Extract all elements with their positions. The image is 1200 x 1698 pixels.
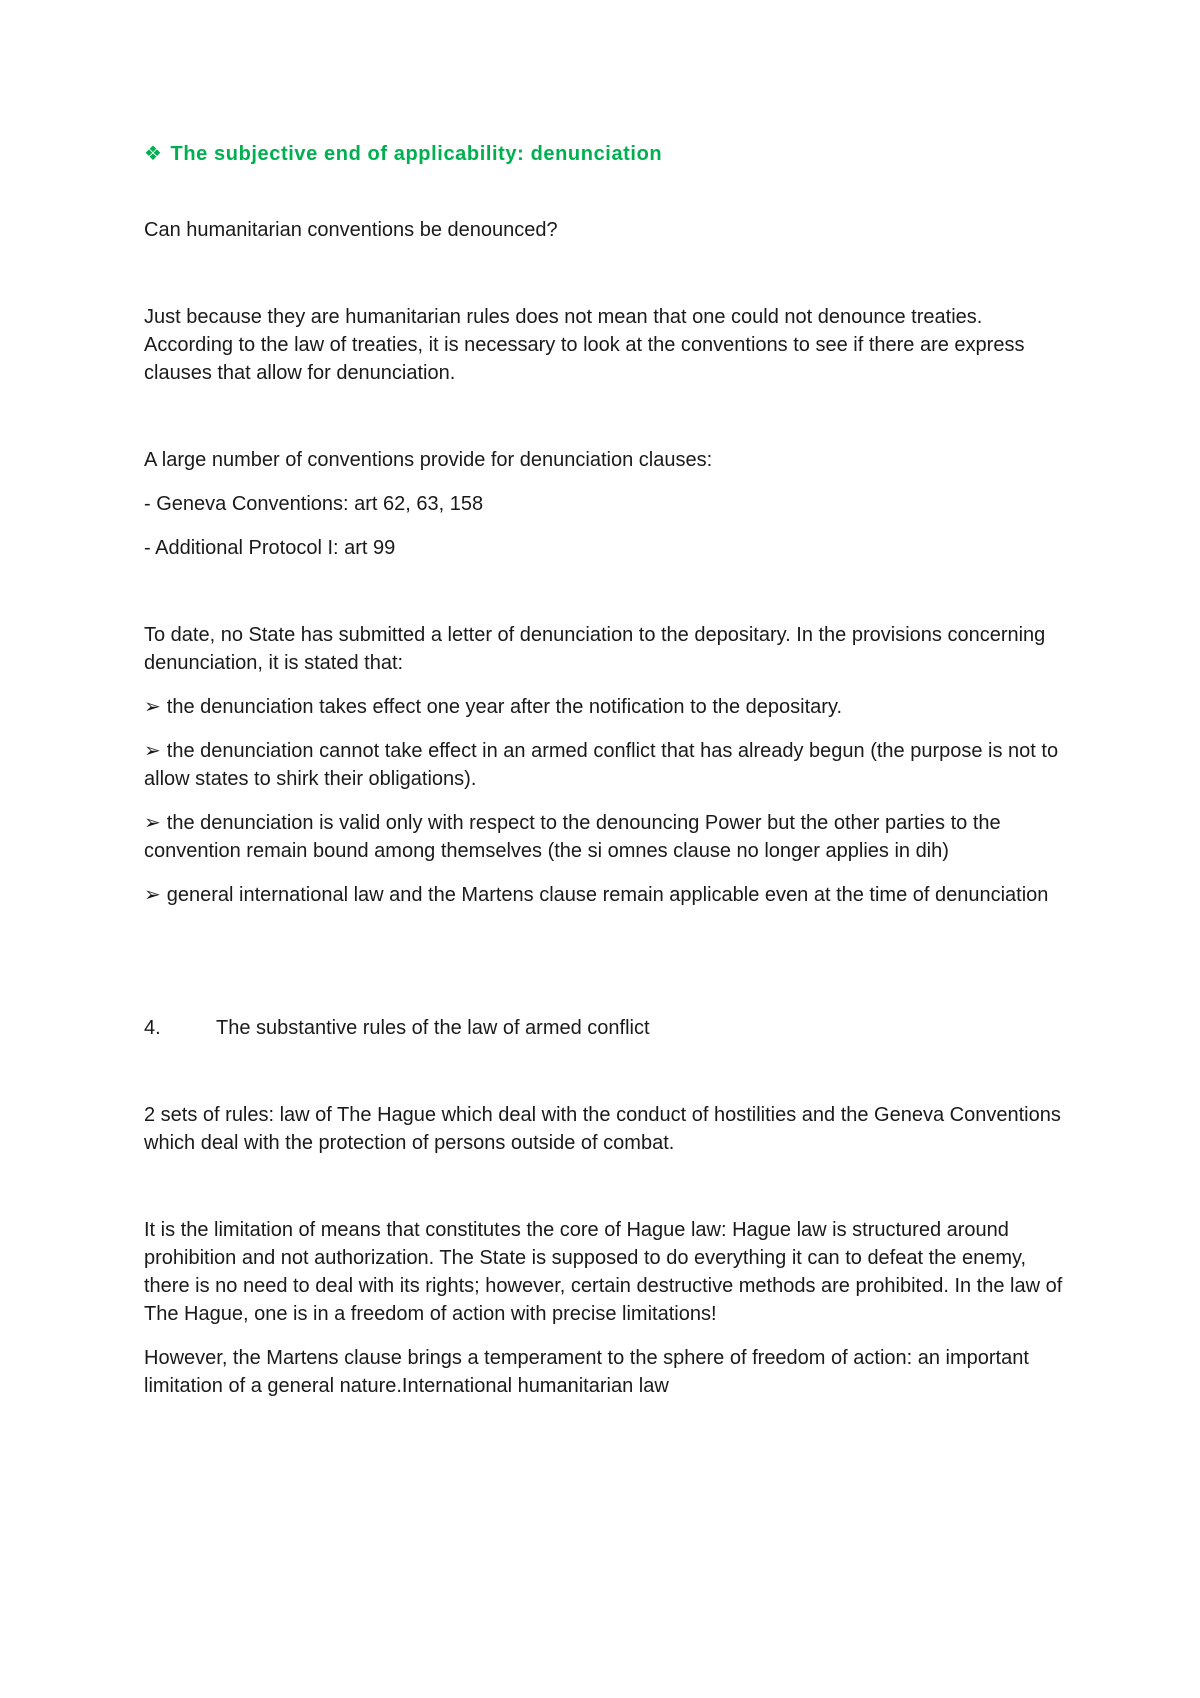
paragraph-hague-law: It is the limitation of means that constitutes the core of Hague law: Hague law is structured around prohibition and not authorization. The State is supposed to do everything it can to defeat the enemy, there is no need to deal with its rights; however, certain destructive methods are prohibited. In the law of The Hague, one is in a freedom of action with precise limitations! (144, 1219, 1063, 1325)
arrow-bullet-icon: ➢ (144, 740, 161, 762)
paragraph-law-of-treaties: Just because they are humanitarian rules does not mean that one could not denounce treaties. According to the law of treaties, it is necessary to look at the conventions to see if there are express clauses that allow for denunciation. (144, 306, 1025, 384)
paragraph-martens-clause: However, the Martens clause brings a temperament to the sphere of freedom of action: an important limitation of a general nature.International humanitarian law (144, 1347, 1029, 1397)
paragraph-to-date: To date, no State has submitted a letter of denunciation to the depositary. In the provisions concerning denunciation, it is stated that: (144, 624, 1046, 674)
question-paragraph: Can humanitarian conventions be denounced? (144, 219, 558, 241)
section-heading (144, 140, 1074, 168)
paragraph-two-sets: 2 sets of rules: law of The Hague which deal with the conduct of hostilities and the Geneva Conventions which deal with the protection of persons outside of combat. (144, 1104, 1061, 1154)
arrow-item-text: general international law and the Martens clause remain applicable even at the time of denunciation (166, 884, 1049, 906)
list-item-geneva: - Geneva Conventions: art 62, 63, 158 (144, 493, 484, 515)
section-number: 4. (144, 1017, 161, 1039)
arrow-item (144, 693, 1074, 721)
arrow-item-text: the denunciation takes effect one year after the notification to the depositary. (166, 696, 843, 718)
section-heading-text: The subjective end of applicability: denunciation (170, 143, 663, 165)
list-item-protocol: - Additional Protocol I: art 99 (144, 537, 396, 559)
arrow-item (144, 809, 1074, 865)
arrow-bullet-icon: ➢ (144, 812, 161, 834)
section-heading-text: The substantive rules of the law of armed conflict (216, 1017, 650, 1039)
arrow-item (144, 737, 1074, 793)
arrow-bullet-icon: ➢ (144, 884, 161, 906)
document-content (144, 140, 1074, 1400)
numbered-section-heading (144, 1014, 1074, 1042)
diamond-bullet-icon: ❖ (144, 143, 163, 165)
arrow-item-text: the denunciation cannot take effect in an armed conflict that has already begun (the purpose is not to allow states to shirk their obligations). (144, 740, 1059, 790)
arrow-item-text: the denunciation is valid only with respect to the denouncing Power but the other parties to the convention remain bound among themselves (the si omnes clause no longer applies in dih) (144, 812, 1001, 862)
arrow-bullet-icon: ➢ (144, 696, 161, 718)
arrow-item (144, 881, 1074, 909)
paragraph-denunciation-clauses: A large number of conventions provide for denunciation clauses: (144, 449, 713, 471)
